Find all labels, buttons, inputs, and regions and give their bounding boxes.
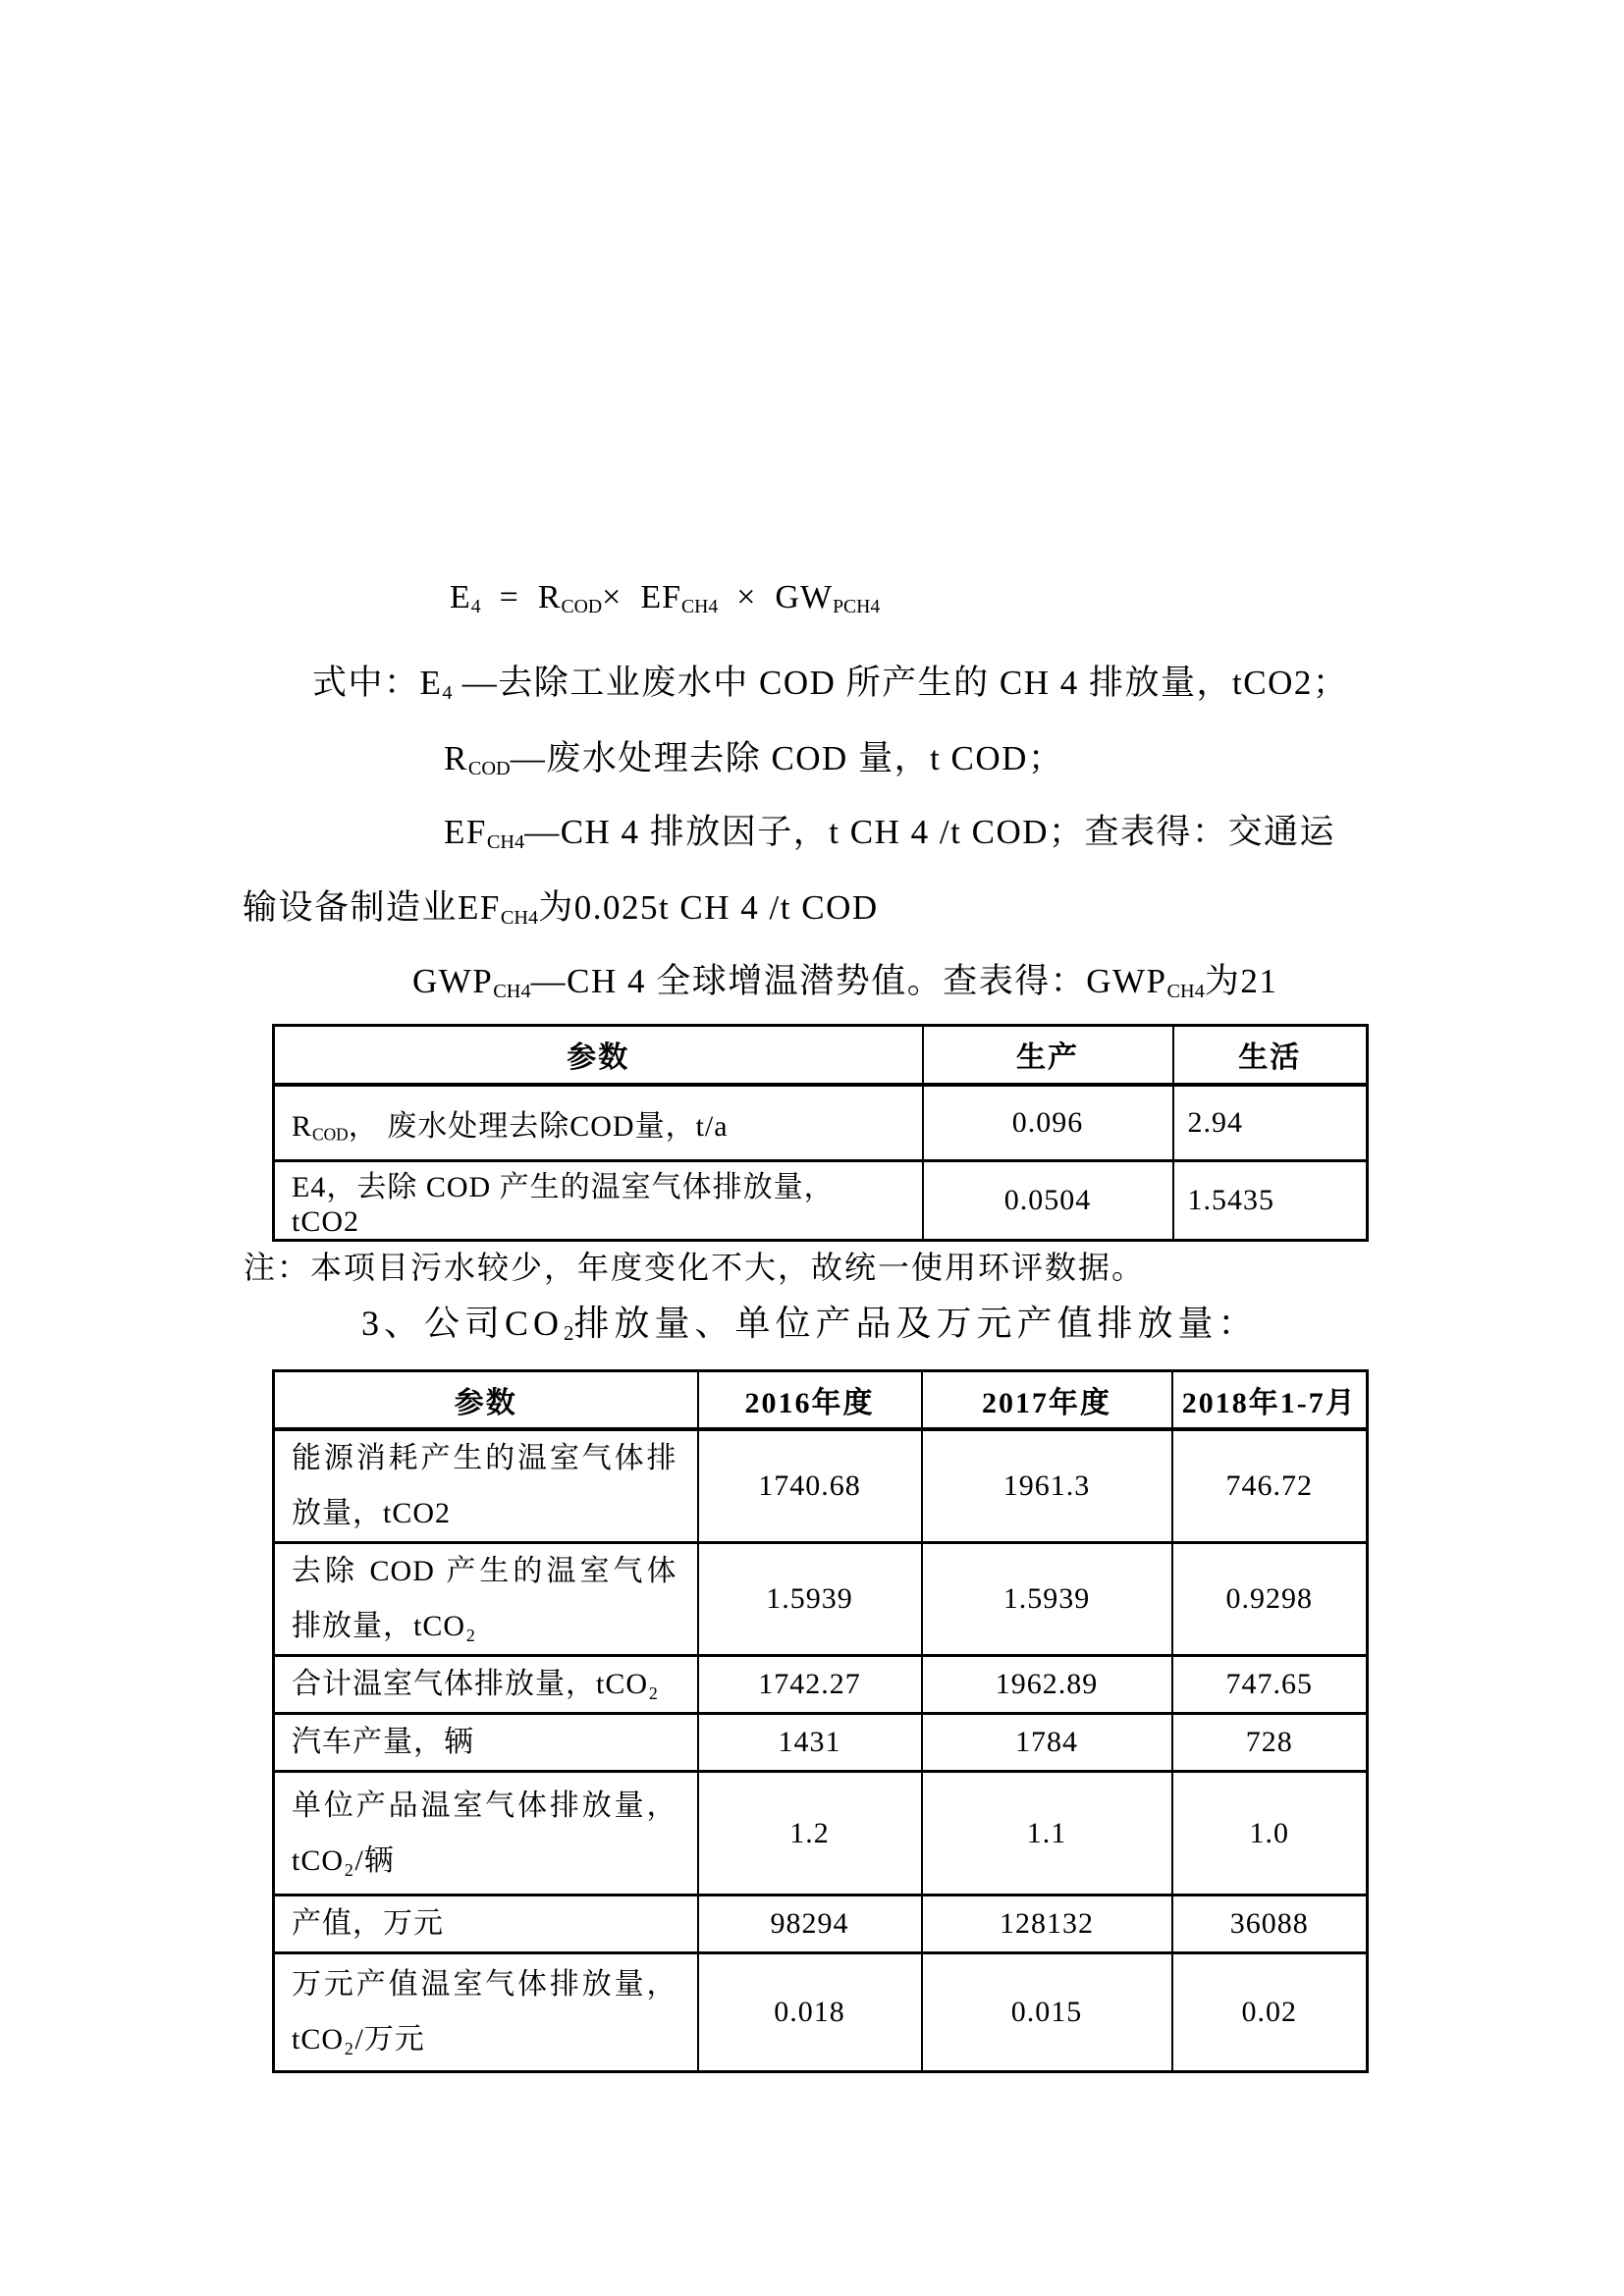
table-row-per-10k-yuan-emissions [274,1953,1368,2072]
row-label: 去除 COD 产生的温室气体排放量，tCO₂ [274,1543,698,1656]
value-cell: 746.72 [1172,1429,1368,1543]
value-cell: 36088 [1172,1896,1368,1953]
table-row-energy-emissions [274,1429,1368,1543]
row-label: 万元产值温室气体排放量，tCO₂/万元 [274,1953,698,2072]
cod-removal-parameters-table [272,1024,1369,1242]
table-row-rcod [274,1085,1368,1161]
row-label: 汽车产量，辆 [274,1714,698,1772]
table-row-total-emissions [274,1656,1368,1714]
value-cell: 128132 [922,1896,1172,1953]
paragraph-line-efch4-value: 输设备制造业$EF_{CH4}$为0.025t CH 4 /t COD [243,888,879,930]
value-cell: 1.5939 [698,1543,922,1656]
column-header-production: 生产 [923,1026,1173,1085]
value-cell: 0.096 [923,1085,1173,1161]
value-cell: 98294 [698,1896,922,1953]
value-cell: 1431 [698,1714,922,1772]
value-cell: 1740.68 [698,1429,922,1543]
value-cell: 1.1 [922,1772,1172,1896]
value-cell: 0.02 [1172,1953,1368,2072]
value-cell: 0.015 [922,1953,1172,2072]
table-note: 注：本项目污水较少，年度变化不大，故统一使用环评数据。 [244,1250,1146,1285]
column-header-2018: 2018年1-7月 [1172,1371,1368,1429]
value-cell: 2.94 [1173,1085,1368,1161]
table-row-cod-emissions [274,1543,1368,1656]
column-header-parameter: 参数 [274,1026,923,1085]
section-heading: 3、公司$CO_2$排放量、单位产品及万元产值排放量： [361,1304,1259,1346]
value-cell: 0.9298 [1172,1543,1368,1656]
value-cell: 1.5435 [1173,1161,1368,1241]
paragraph-line-gwp-definition: $GWP_{CH4}—CH$ 4 全球增温潜势值。查表得：$GWP_{CH4}$为21 [412,962,1278,1003]
value-cell: 1.5939 [922,1543,1172,1656]
co2-emission-summary-table [272,1369,1369,2073]
column-header-2017: 2017年度 [922,1371,1172,1429]
value-cell: 1962.89 [922,1656,1172,1714]
row-label: 产值，万元 [274,1896,698,1953]
paragraph-line-rcod-definition: $R_{COD}—$废水处理去除 COD 量，t COD； [444,739,1064,780]
value-cell: 1742.27 [698,1656,922,1714]
row-label: 合计温室气体排放量，tCO₂ [274,1656,698,1714]
table-header-row [274,1026,1368,1085]
formula-ch4-emission: $E_4 = R_{COD}\times EF_{CH4} \times GW_{PCH4}$ [450,579,881,617]
row-label: 单位产品温室气体排放量，tCO₂/辆 [274,1772,698,1896]
value-cell: 1961.3 [922,1429,1172,1543]
value-cell: 1.0 [1172,1772,1368,1896]
column-header-domestic: 生活 [1173,1026,1368,1085]
table-row-output-value [274,1896,1368,1953]
column-header-2016: 2016年度 [698,1371,922,1429]
value-cell: 747.65 [1172,1656,1368,1714]
value-cell: 0.0504 [923,1161,1173,1241]
table-row-vehicle-output [274,1714,1368,1772]
row-label: E4，去除 COD 产生的温室气体排放量，tCO2 [274,1161,923,1241]
value-cell: 1.2 [698,1772,922,1896]
table-row-per-unit-emissions [274,1772,1368,1896]
value-cell: 1784 [922,1714,1172,1772]
value-cell: 0.018 [698,1953,922,2072]
value-cell: 728 [1172,1714,1368,1772]
paragraph-line-e4-definition: 式中：$E_4$ —去除工业废水中 COD 所产生的 CH 4 排放量，tCO2； [312,664,1349,705]
row-label: 能源消耗产生的温室气体排放量，tCO2 [274,1429,698,1543]
table-row-e4 [274,1161,1368,1241]
table-header-row [274,1371,1368,1429]
paragraph-line-efch4-definition: $EF_{CH4}—CH$ 4 排放因子，t CH 4 /t COD；查表得：交通运 [444,813,1335,854]
row-label: $R_{COD}$， 废水处理去除COD量，t/a [274,1085,923,1161]
column-header-parameter: 参数 [274,1371,698,1429]
